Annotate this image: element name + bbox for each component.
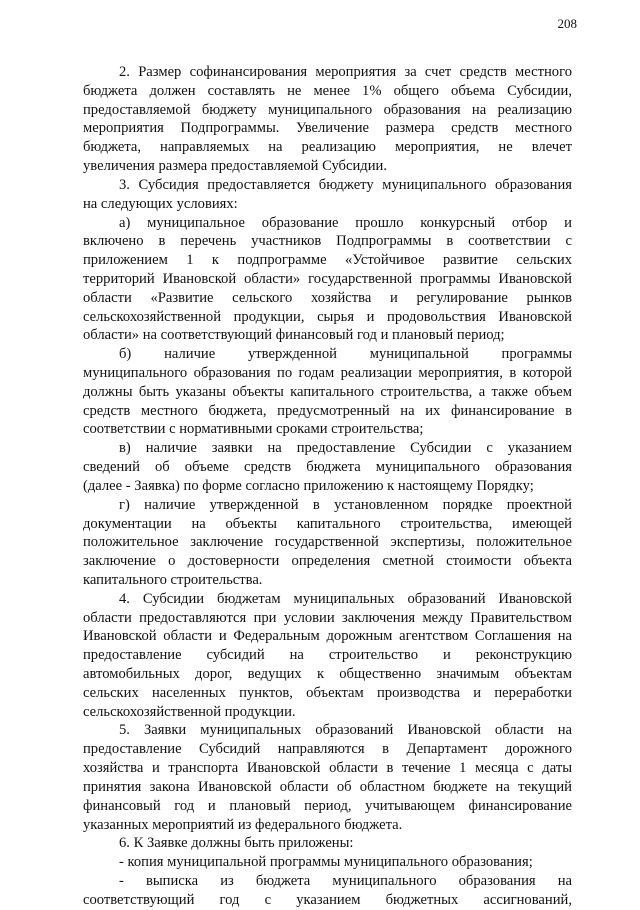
text-line: на следующих условиях: [83,195,238,212]
text-line: сельскохозяйственной продукции. [83,703,296,720]
text-line: муниципального образования по годам реализации мероприятия, в которой [83,365,572,381]
text-line: сведений об объеме средств бюджета муниципального образования [83,459,572,476]
text-line: а) муниципальное образование прошло конкурсный отбор и [119,214,572,231]
text-line: должны быть указаны объекты капитального строительства, а также объем [83,383,572,400]
text-line: бюджета, направляемых на реализацию мероприятия, не влечет [83,139,572,156]
text-line: области «Развитие сельского хозяйства и регулирование рынков [83,289,572,306]
text-line: капитального строительства. [83,571,263,588]
text-line: б) наличие утвержденной муниципальной программы [119,346,572,363]
text-line: предоставляемой бюджету муниципального образования на реализацию [83,101,572,118]
text-line: Ивановской области и Федеральным дорожным агентством Соглашения на [83,628,572,645]
text-line: 6. К Заявке должны быть приложены: [119,835,354,852]
text-line: предоставление субсидий на строительство и реконструкцию [83,647,572,664]
text-line: 3. Субсидия предоставляется бюджету муниципального образования [119,176,572,193]
text-line: области предоставляются при условии заключения между Правительством [83,609,572,626]
text-line: территорий Ивановской области» государственной программы Ивановской [83,270,572,287]
text-line: области» на соответствующий финансовый год и плановый период; [83,327,505,344]
page-number: 208 [557,16,577,31]
text-line: соответствующий год с указанием бюджетных ассигнований, [83,891,572,908]
text-line: хозяйства и транспорта Ивановской области в течение 1 месяца с даты [83,760,572,777]
text-line: заключение о достоверности определения сметной стоимости объекта [83,553,572,570]
text-line: принятия закона Ивановской области об областном бюджете на текущий [83,778,572,795]
text-line: увеличения размера предоставляемой Субсидии. [83,158,387,175]
text-line: г) наличие утвержденной в установленном порядке проектной [119,496,572,513]
text-line: положительное заключение государственной экспертизы, положительное [83,534,572,551]
text-line: бюджета должен составлять не менее 1% общего объема Субсидии, [83,82,572,99]
text-line: 4. Субсидии бюджетам муниципальных образований Ивановской [119,590,572,607]
text-line: (далее - Заявка) по форме согласно приложению к настоящему Порядку; [83,477,534,494]
text-line: мероприятия Подпрограммы. Увеличение размера средств местного [83,120,572,137]
text-line: включено в перечень участников Подпрограммы в соответствии с [83,233,572,250]
text-line: соответствии с нормативными сроками строительства; [83,421,424,438]
text-line: приложением 1 к подпрограмме «Устойчивое развитие сельских [83,252,572,269]
text-line: автомобильных дорог, ведущих к общественно значимым объектам [83,666,572,682]
text-line: 2. Размер софинансирования мероприятия за счет средств местного [119,64,572,80]
text-line: финансовый год и плановый период, учитывающем финансирование [83,797,572,814]
text-line: в) наличие заявки на предоставление Субсидии с указанием [119,440,572,457]
text-line: сельских населенных пунктов, объектам производства и переработки [83,684,572,701]
text-line: - выписка из бюджета муниципального образования на [119,872,572,889]
text-line: средств местного бюджета, предусмотренный на их финансирование в [83,402,572,419]
document-body [83,63,572,910]
text-line: сельскохозяйственной продукции, сырья и продовольствия Ивановской [83,308,572,325]
text-line: - копия муниципальной программы муниципального образования; [119,854,533,871]
text-line: документации на объекты капитального строительства, имеющей [83,515,572,532]
text-line: предоставление Субсидий направляются в Департамент дорожного [83,741,572,758]
text-line: 5. Заявки муниципальных образований Ивановской области на [119,722,572,739]
text-line: указанных мероприятий из федерального бюджета. [83,816,403,833]
